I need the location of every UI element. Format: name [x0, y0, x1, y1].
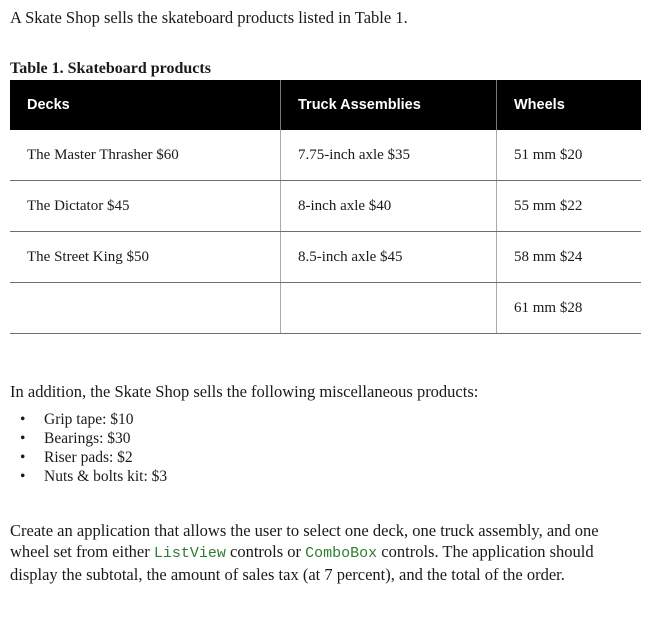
truck-cell — [281, 283, 497, 334]
table-header-row — [10, 80, 641, 130]
table-row — [10, 283, 641, 334]
bullet-icon: • — [20, 449, 26, 466]
truck-cell: 7.75-inch axle $35 — [281, 130, 497, 181]
list-item-label: Nuts & bolts kit: $3 — [44, 468, 168, 485]
bullet-icon: • — [20, 430, 26, 447]
assignment-text-1: Create an application that allows the user to select one deck, one truck assembly, and one wheel set from either — [10, 521, 599, 561]
assignment-text-3: controls. The application should display the subtotal, the amount of sales tax (at 7 percent), and the total of the order. — [10, 542, 594, 584]
misc-products-list — [20, 410, 167, 486]
table-row — [10, 181, 641, 232]
list-item-label: Grip tape: $10 — [44, 411, 134, 428]
truck-cell: 8.5-inch axle $45 — [281, 232, 497, 283]
header-decks: Decks — [10, 80, 281, 130]
skateboard-products-table — [10, 80, 641, 334]
deck-cell: The Dictator $45 — [10, 181, 281, 232]
intro-text: A Skate Shop sells the skateboard products listed in Table 1. — [10, 8, 408, 27]
list-item — [20, 448, 167, 467]
deck-cell — [10, 283, 281, 334]
wheel-cell: 55 mm $22 — [497, 181, 642, 232]
bullet-icon: • — [20, 411, 26, 428]
list-item — [20, 429, 167, 448]
listview-code: ListView — [153, 545, 226, 562]
list-item — [20, 467, 167, 486]
wheel-cell: 61 mm $28 — [497, 283, 642, 334]
combobox-code: ComboBox — [305, 545, 378, 562]
truck-cell: 8-inch axle $40 — [281, 181, 497, 232]
assignment-paragraph — [10, 520, 635, 585]
wheel-cell: 51 mm $20 — [497, 130, 642, 181]
table-row — [10, 232, 641, 283]
header-wheels: Wheels — [497, 80, 642, 130]
list-item-label: Bearings: $30 — [44, 430, 131, 447]
deck-cell: The Master Thrasher $60 — [10, 130, 281, 181]
assignment-text-2: controls or — [225, 542, 306, 561]
list-item — [20, 410, 167, 429]
table-caption: Table 1. Skateboard products — [10, 60, 211, 77]
bullet-icon: • — [20, 468, 26, 485]
misc-intro-text: In addition, the Skate Shop sells the following miscellaneous products: — [10, 382, 479, 401]
deck-cell: The Street King $50 — [10, 232, 281, 283]
header-truck-assemblies: Truck Assemblies — [281, 80, 497, 130]
list-item-label: Riser pads: $2 — [44, 449, 133, 466]
wheel-cell: 58 mm $24 — [497, 232, 642, 283]
table-row — [10, 130, 641, 181]
